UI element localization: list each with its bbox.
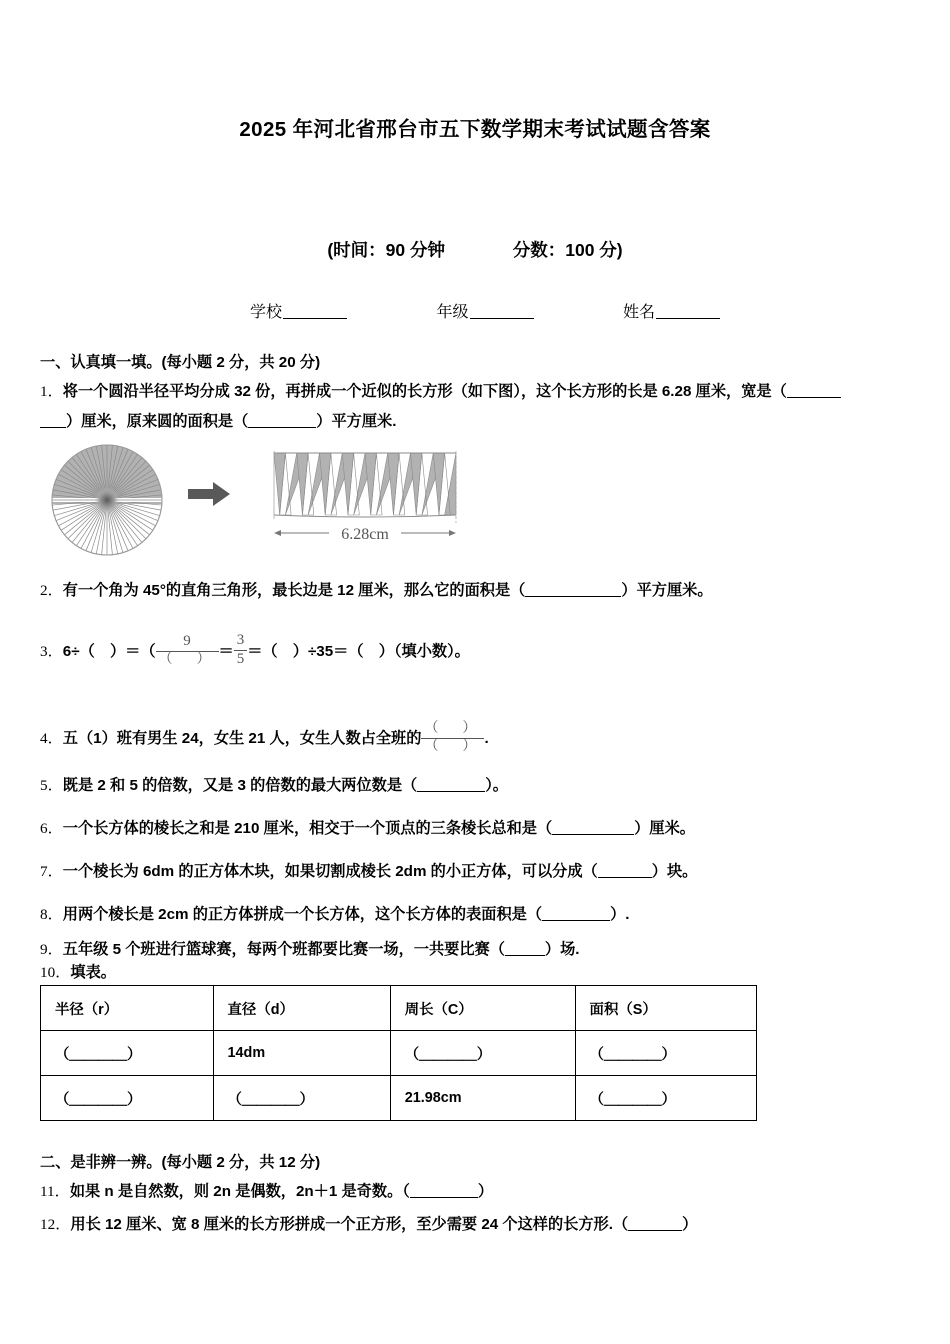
table-header-radius: 半径（r） (41, 986, 214, 1031)
exam-meta (0, 237, 950, 262)
table-row (41, 1031, 757, 1076)
table-cell-r1c4[interactable]: （＿＿＿＿） (575, 1031, 756, 1076)
question-12-number: 12． (40, 1216, 71, 1233)
school-label: 学校 (250, 304, 283, 321)
right-arrow-icon (188, 482, 230, 506)
question-6-blank[interactable] (552, 819, 634, 835)
question-3-fraction-1-denominator[interactable]: （ ） (158, 651, 216, 667)
question-8-text-b: ）. (610, 906, 630, 923)
question-1-number: 1． (40, 383, 63, 400)
question-9 (40, 939, 920, 962)
question-11-text-a: 如果 n 是自然数，则 2n 是偶数，2n＋1 是奇数。（ (69, 1183, 410, 1200)
question-7 (40, 861, 920, 884)
circle-properties-table (40, 985, 757, 1121)
question-7-blank[interactable] (598, 862, 652, 878)
question-5-text-a: 既是 2 和 5 的倍数，又是 3 的倍数的最大两位数是（ (62, 777, 418, 794)
question-11-text-b: ） (477, 1183, 494, 1200)
question-8 (40, 904, 920, 927)
question-10-number: 10． (40, 964, 71, 981)
question-3-number: 3． (40, 643, 63, 660)
table-cell-r1c3[interactable]: （＿＿＿＿） (390, 1031, 575, 1076)
question-1-blank-1b[interactable] (40, 412, 66, 428)
question-4 (40, 722, 920, 754)
figure-dimension-label: 6.28cm (341, 526, 389, 543)
table-cell-r2c2[interactable]: （＿＿＿＿） (213, 1076, 390, 1121)
question-10-text: 填表。 (70, 964, 116, 981)
question-4-fraction[interactable] (421, 722, 484, 754)
question-5-blank[interactable] (417, 776, 485, 792)
table-cell-r2c3: 21.98cm (390, 1076, 575, 1121)
question-3-text-a: 6÷（ ）＝（ (62, 643, 156, 660)
question-1 (40, 381, 920, 404)
question-5 (40, 775, 920, 798)
question-2-text-b: ）平方厘米。 (621, 582, 713, 599)
question-3-fraction-2-numerator: 3 (234, 633, 248, 651)
question-10 (40, 962, 920, 985)
question-1-text-line2b: ）平方厘米. (316, 413, 397, 430)
question-8-blank[interactable] (542, 905, 610, 921)
table-header-circumference: 周长（C） (390, 986, 575, 1031)
exam-time: (时间：90 分钟 (327, 240, 445, 260)
question-3-fraction-1-numerator: 9 (156, 634, 219, 652)
question-1-blank-1[interactable] (787, 382, 841, 398)
question-8-number: 8． (40, 906, 63, 923)
school-field[interactable] (250, 299, 347, 322)
question-2-text-a: 有一个角为 45°的直角三角形，最长边是 12 厘米，那么它的面积是（ (62, 582, 526, 599)
question-5-text-b: ）。 (485, 777, 508, 794)
question-1-text-line1: 将一个圆沿半径平均分成 32 份，再拼成一个近似的长方形（如下图），这个长方形的长是 6.28 厘米，宽是（ (62, 383, 787, 400)
question-4-number: 4． (40, 729, 63, 747)
question-4-fraction-numerator[interactable]: （ ） (421, 722, 484, 739)
table-cell-r2c4[interactable]: （＿＿＿＿） (575, 1076, 756, 1121)
question-2 (40, 580, 920, 603)
name-label: 姓名 (622, 304, 655, 321)
question-12-blank[interactable] (628, 1215, 682, 1231)
question-9-number: 9． (40, 941, 63, 958)
question-12 (40, 1214, 920, 1237)
question-5-number: 5． (40, 777, 63, 794)
question-11 (40, 1181, 920, 1204)
question-3-text-b: ＝ (218, 643, 234, 660)
question-4-fraction-denominator[interactable]: （ ） (424, 738, 482, 754)
circle-diagram (52, 445, 162, 555)
name-blank[interactable] (656, 302, 720, 319)
table-header-row (41, 986, 757, 1031)
grade-label: 年级 (436, 304, 469, 321)
question-3-fraction-2 (234, 633, 248, 668)
question-6-number: 6． (40, 820, 63, 837)
school-blank[interactable] (283, 302, 347, 319)
exam-score: 分数：100 分) (512, 240, 623, 260)
question-2-number: 2． (40, 582, 63, 599)
question-7-text-b: ）块。 (651, 863, 698, 880)
question-3 (40, 633, 920, 668)
question-11-blank[interactable] (410, 1182, 478, 1198)
question-9-text-a: 五年级 5 个班进行篮球赛，每两个班都要比赛一场，一共要比赛（ (62, 941, 505, 958)
question-9-blank[interactable] (505, 940, 545, 956)
question-12-text-b: ） (682, 1216, 698, 1233)
page-title: 2025 年河北省邢台市五下数学期末考试试题含答案 (239, 118, 711, 141)
identity-row (250, 299, 720, 322)
grade-field[interactable] (436, 299, 533, 322)
question-7-number: 7． (40, 863, 63, 880)
circle-rectangle-figure (46, 443, 476, 563)
question-1-text-line2a: ）厘米，原来圆的面积是（ (66, 413, 249, 430)
table-header-diameter: 直径（d） (213, 986, 390, 1031)
table-cell-r1c1[interactable]: （＿＿＿＿） (41, 1031, 214, 1076)
section-heading-1: 一、认真填一填。(每小题 2 分，共 20 分) (40, 354, 321, 371)
question-8-text-a: 用两个棱长是 2cm 的正方体拼成一个长方体，这个长方体的表面积是（ (62, 906, 543, 923)
name-field[interactable] (623, 299, 720, 322)
question-1-blank-2[interactable] (248, 412, 316, 428)
section-heading-2: 二、是非辨一辨。(每小题 2 分，共 12 分) (40, 1154, 321, 1171)
grade-blank[interactable] (470, 302, 534, 319)
question-6-text-a: 一个长方体的棱长之和是 210 厘米，相交于一个顶点的三条棱长总和是（ (62, 820, 553, 837)
table-header-area: 面积（S） (575, 986, 756, 1031)
question-1-cont (40, 411, 920, 434)
question-6-text-b: ）厘米。 (634, 820, 695, 837)
question-4-text: 五（1）班有男生 24，女生 21 人，女生人数占全班的 (62, 729, 422, 747)
table-row (41, 1076, 757, 1121)
question-3-fraction-2-denominator: 5 (236, 650, 245, 667)
question-11-number: 11． (40, 1183, 70, 1200)
question-2-blank[interactable] (525, 581, 621, 597)
question-3-fraction-1[interactable] (156, 634, 219, 667)
question-12-text-a: 用长 12 厘米、宽 8 厘米的长方形拼成一个正方形，至少需要 24 个这样的长方形.（ (70, 1216, 629, 1233)
question-3-text-c: ＝（ ）÷35＝（ ）（填小数）。 (247, 643, 470, 660)
question-6 (40, 818, 920, 841)
table-cell-r2c1[interactable]: （＿＿＿＿） (41, 1076, 214, 1121)
question-4-end: . (484, 729, 489, 747)
rectangle-diagram (274, 451, 456, 543)
figure-svg (46, 443, 476, 563)
table-cell-r1c2: 14dm (213, 1031, 390, 1076)
question-7-text-a: 一个棱长为 6dm 的正方体木块，如果切割成棱长 2dm 的小正方体，可以分成（ (62, 863, 598, 880)
question-9-text-b: ）场. (544, 941, 580, 958)
